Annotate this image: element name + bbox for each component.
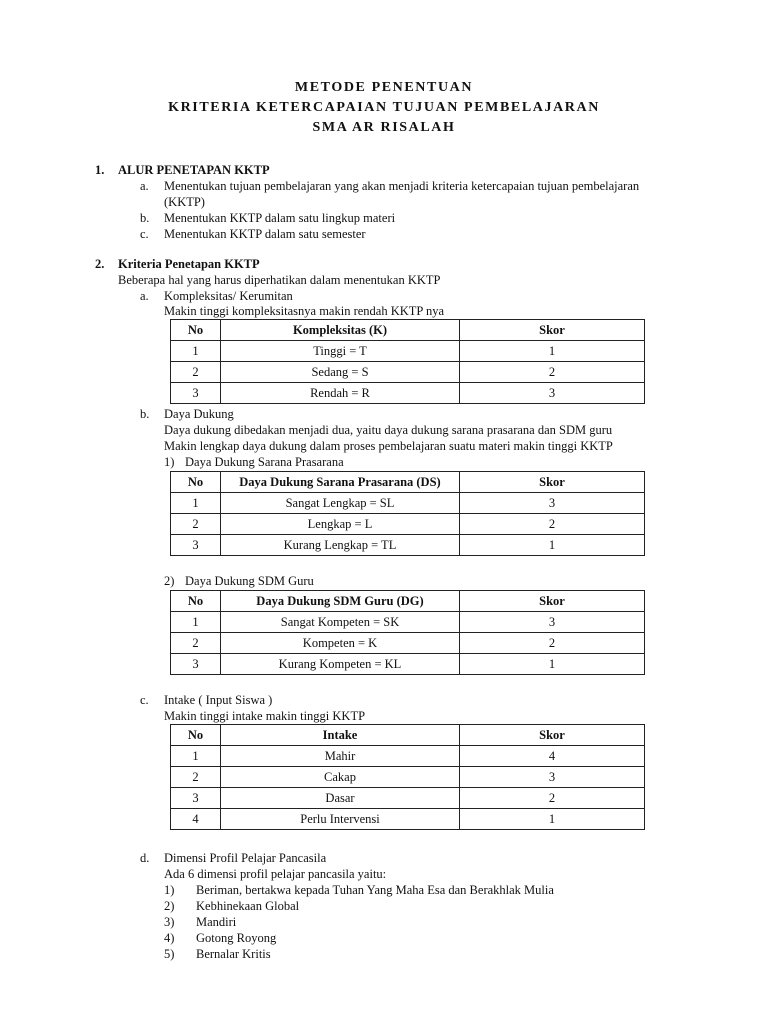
section-1-item-a-text: Menentukan tujuan pembelajaran yang akan menjadi kriteria ketercapaian tujuan pembelajaran xyxy=(164,179,640,193)
table-cell-label: Perlu Intervensi xyxy=(221,809,460,830)
section-2b-sub1-title: Daya Dukung Sarana Prasarana xyxy=(185,455,344,469)
table-row xyxy=(171,654,645,675)
list-item-num: 4) xyxy=(164,931,175,945)
section-1-item-a-letter: a. xyxy=(140,179,149,193)
document-title-line-1: METODE PENENTUAN xyxy=(294,80,474,95)
section-2-number: 2. xyxy=(95,257,105,271)
table-cell-label: Tinggi = T xyxy=(221,341,460,362)
section-1-item-b-text: Menentukan KKTP dalam satu lingkup materi xyxy=(164,211,396,225)
section-2d-letter: d. xyxy=(140,851,150,865)
table-cell-skor: 3 xyxy=(460,767,645,788)
section-2-intro: Beberapa hal yang harus diperhatikan dalam menentukan KKTP xyxy=(118,273,441,287)
table-cell-no: 3 xyxy=(171,788,221,809)
table-row xyxy=(171,788,645,809)
table-cell-no: 3 xyxy=(171,654,221,675)
section-2b-desc-1: Daya dukung dibedakan menjadi dua, yaitu daya dukung sarana prasarana dan SDM guru xyxy=(164,423,613,437)
table-cell-no: 1 xyxy=(171,746,221,767)
list-item-num: 2) xyxy=(164,899,175,913)
section-2c-letter: c. xyxy=(140,693,149,707)
table-cell-no: 4 xyxy=(171,809,221,830)
table-row xyxy=(171,514,645,535)
table-row xyxy=(171,341,645,362)
table-row xyxy=(171,612,645,633)
table-cell-no: 3 xyxy=(171,535,221,556)
table-cell-label: Sangat Kompeten = SK xyxy=(221,612,460,633)
table-cell-no: 2 xyxy=(171,767,221,788)
section-1-item-c-letter: c. xyxy=(140,227,149,241)
table-cell-skor: 3 xyxy=(460,383,645,404)
section-2a-letter: a. xyxy=(140,289,149,303)
section-2c-title: Intake ( Input Siswa ) xyxy=(164,693,273,707)
list-item-text: Kebhinekaan Global xyxy=(196,899,300,913)
table-cell-skor: 2 xyxy=(460,788,645,809)
table-cell-no: 1 xyxy=(171,341,221,362)
table-cell-label: Kompeten = K xyxy=(221,633,460,654)
section-2a-desc: Makin tinggi kompleksitasnya makin rendah KKTP nya xyxy=(164,304,445,318)
table-row xyxy=(171,362,645,383)
table-cell-label: Mahir xyxy=(221,746,460,767)
section-2b-title: Daya Dukung xyxy=(164,407,234,421)
section-2d-title: Dimensi Profil Pelajar Pancasila xyxy=(164,851,327,865)
kompleksitas-table xyxy=(170,319,645,404)
table-cell-label: Sedang = S xyxy=(221,362,460,383)
table-header-no: No xyxy=(171,591,221,612)
table-header-daya-dukung-dg: Daya Dukung SDM Guru (DG) xyxy=(221,591,460,612)
table-header-skor: Skor xyxy=(460,320,645,341)
table-cell-label: Kurang Kompeten = KL xyxy=(221,654,460,675)
table-cell-skor: 2 xyxy=(460,362,645,383)
table-header-row xyxy=(171,320,645,341)
table-cell-skor: 3 xyxy=(460,612,645,633)
table-header-intake: Intake xyxy=(221,725,460,746)
table-row xyxy=(171,493,645,514)
section-1-title: ALUR PENETAPAN KKTP xyxy=(118,163,270,177)
table-row xyxy=(171,535,645,556)
table-cell-no: 3 xyxy=(171,383,221,404)
section-1-number: 1. xyxy=(95,163,105,177)
table-cell-skor: 1 xyxy=(460,535,645,556)
table-cell-label: Lengkap = L xyxy=(221,514,460,535)
table-row xyxy=(171,767,645,788)
list-item-text: Beriman, bertakwa kepada Tuhan Yang Maha Esa dan Berakhlak Mulia xyxy=(196,883,554,897)
table-header-no: No xyxy=(171,725,221,746)
table-cell-skor: 1 xyxy=(460,809,645,830)
table-header-no: No xyxy=(171,472,221,493)
sarana-prasarana-table xyxy=(170,471,645,556)
table-cell-skor: 4 xyxy=(460,746,645,767)
section-2d-desc: Ada 6 dimensi profil pelajar pancasila yaitu: xyxy=(164,867,387,881)
table-row xyxy=(171,809,645,830)
list-item-num: 5) xyxy=(164,947,175,961)
table-row xyxy=(171,633,645,654)
document-title-line-2: KRITERIA KETERCAPAIAN TUJUAN PEMBELAJARAN xyxy=(168,100,600,115)
table-cell-label: Rendah = R xyxy=(221,383,460,404)
table-cell-no: 1 xyxy=(171,612,221,633)
table-header-skor: Skor xyxy=(460,472,645,493)
table-row xyxy=(171,746,645,767)
table-header-daya-dukung-ds: Daya Dukung Sarana Prasarana (DS) xyxy=(221,472,460,493)
table-cell-skor: 1 xyxy=(460,341,645,362)
table-cell-label: Sangat Lengkap = SL xyxy=(221,493,460,514)
section-2b-desc-2: Makin lengkap daya dukung dalam proses pembelajaran suatu materi makin tinggi KKTP xyxy=(164,439,613,453)
table-cell-no: 1 xyxy=(171,493,221,514)
list-item-text: Bernalar Kritis xyxy=(196,947,271,961)
table-cell-skor: 1 xyxy=(460,654,645,675)
section-1-item-a-text-cont: (KKTP) xyxy=(164,195,205,209)
section-2a-title: Kompleksitas/ Kerumitan xyxy=(164,289,293,303)
table-cell-label: Kurang Lengkap = TL xyxy=(221,535,460,556)
table-cell-skor: 3 xyxy=(460,493,645,514)
table-cell-skor: 2 xyxy=(460,633,645,654)
list-item-text: Gotong Royong xyxy=(196,931,277,945)
list-item-num: 3) xyxy=(164,915,175,929)
section-2b-sub1-num: 1) xyxy=(164,455,175,469)
table-header-row xyxy=(171,591,645,612)
table-cell-no: 2 xyxy=(171,633,221,654)
table-cell-skor: 2 xyxy=(460,514,645,535)
section-2c-desc: Makin tinggi intake makin tinggi KKTP xyxy=(164,709,366,723)
document-title-line-3: SMA AR RISALAH xyxy=(312,120,456,135)
sdm-guru-table xyxy=(170,590,645,675)
section-2b-letter: b. xyxy=(140,407,150,421)
table-header-kompleksitas: Kompleksitas (K) xyxy=(221,320,460,341)
list-item-num: 1) xyxy=(164,883,175,897)
section-2b-sub2-title: Daya Dukung SDM Guru xyxy=(185,574,314,588)
section-2-title: Kriteria Penetapan KKTP xyxy=(118,257,260,271)
intake-table xyxy=(170,724,645,830)
table-header-skor: Skor xyxy=(460,591,645,612)
table-cell-label: Cakap xyxy=(221,767,460,788)
table-header-row xyxy=(171,472,645,493)
table-cell-no: 2 xyxy=(171,514,221,535)
list-item-text: Mandiri xyxy=(196,915,237,929)
table-header-no: No xyxy=(171,320,221,341)
table-cell-label: Dasar xyxy=(221,788,460,809)
table-row xyxy=(171,383,645,404)
table-header-skor: Skor xyxy=(460,725,645,746)
section-1-item-b-letter: b. xyxy=(140,211,150,225)
table-header-row xyxy=(171,725,645,746)
section-2b-sub2-num: 2) xyxy=(164,574,175,588)
section-1-item-c-text: Menentukan KKTP dalam satu semester xyxy=(164,227,366,241)
table-cell-no: 2 xyxy=(171,362,221,383)
